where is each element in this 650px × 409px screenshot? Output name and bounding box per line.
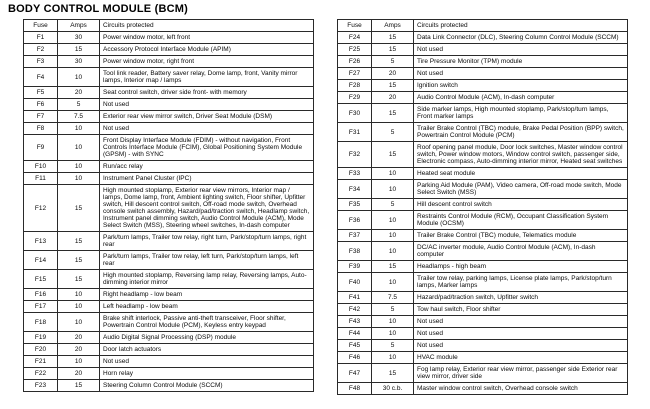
fuse-cell: F14 (24, 251, 58, 270)
fuse-cell: F8 (24, 123, 58, 135)
table-row (338, 211, 628, 230)
fuse-cell: F33 (338, 168, 372, 180)
circuits-cell: Park/turn lamps, Trailer tow relay, right turn, Park/stop/turn lamps, right rear (100, 232, 314, 251)
fuse-cell: F1 (24, 32, 58, 44)
fuse-cell: F17 (24, 301, 58, 313)
circuits-cell: Trailer Brake Control (TBC) module, Brake Pedal Position (BPP) switch, Powertrain Control Module (PCM) (414, 123, 628, 142)
table-row (24, 344, 314, 356)
table-row (24, 44, 314, 56)
page-title: BODY CONTROL MODULE (BCM) (8, 3, 188, 15)
fuse-cell: F30 (338, 104, 372, 123)
fuse-table-left (23, 19, 314, 392)
fuse-cell: F5 (24, 87, 58, 99)
amps-cell: 15 (372, 364, 414, 383)
table-row (338, 328, 628, 340)
circuits-column-header: Circuits protected (100, 20, 314, 32)
fuse-cell: F32 (338, 142, 372, 168)
amps-cell: 10 (372, 328, 414, 340)
amps-cell: 30 (58, 56, 100, 68)
amps-cell: 20 (372, 68, 414, 80)
table-row (24, 332, 314, 344)
fuse-cell: F7 (24, 111, 58, 123)
fuse-cell: F16 (24, 289, 58, 301)
table-row (24, 32, 314, 44)
amps-cell: 5 (58, 99, 100, 111)
fuse-cell: F35 (338, 199, 372, 211)
fuse-cell: F13 (24, 232, 58, 251)
amps-cell: 10 (58, 301, 100, 313)
table-row (24, 289, 314, 301)
table-row (338, 123, 628, 142)
table-header-row (24, 20, 314, 32)
amps-cell: 5 (372, 199, 414, 211)
circuits-cell: Park/turn lamps, Trailer tow relay, left turn, Park/stop/turn lamps, left rear (100, 251, 314, 270)
table-row (24, 161, 314, 173)
circuits-cell: Trailer Brake Control (TBC) module, Telematics module (414, 230, 628, 242)
circuits-cell: Seat control switch, driver side front- with memory (100, 87, 314, 99)
amps-cell: 20 (58, 332, 100, 344)
circuits-cell: Audio Digital Signal Processing (DSP) module (100, 332, 314, 344)
amps-column-header: Amps (58, 20, 100, 32)
fuse-cell: F20 (24, 344, 58, 356)
circuits-cell: Hazard/pad/traction switch, Upfitter switch (414, 292, 628, 304)
circuits-cell: Accessory Protocol Interface Module (APIM) (100, 44, 314, 56)
amps-cell: 10 (58, 161, 100, 173)
fuse-cell: F6 (24, 99, 58, 111)
amps-column-header: Amps (372, 20, 414, 32)
amps-cell: 20 (372, 92, 414, 104)
table-row (24, 185, 314, 232)
table-row (338, 104, 628, 123)
fuse-cell: F47 (338, 364, 372, 383)
fuse-cell: F39 (338, 261, 372, 273)
fuse-cell: F23 (24, 380, 58, 392)
table-row (24, 68, 314, 87)
fuse-cell: F41 (338, 292, 372, 304)
amps-cell: 10 (58, 173, 100, 185)
fuse-cell: F15 (24, 270, 58, 289)
circuits-cell: Tool link reader, Battery saver relay, Dome lamp, front, Vanity mirror lamps, Interior map / lamps (100, 68, 314, 87)
fuse-cell: F29 (338, 92, 372, 104)
circuits-cell: Hill descent control switch (414, 199, 628, 211)
fuse-cell: F22 (24, 368, 58, 380)
amps-cell: 15 (372, 104, 414, 123)
table-row (24, 313, 314, 332)
fuse-cell: F18 (24, 313, 58, 332)
fuse-cell: F25 (338, 44, 372, 56)
circuits-cell: Tire Pressure Monitor (TPM) module (414, 56, 628, 68)
amps-cell: 15 (372, 44, 414, 56)
fuse-column-header: Fuse (24, 20, 58, 32)
circuits-cell: Not used (100, 356, 314, 368)
amps-cell: 20 (58, 368, 100, 380)
amps-cell: 5 (372, 56, 414, 68)
amps-cell: 10 (372, 316, 414, 328)
circuits-cell: Parking Aid Module (PAM), Video camera, Off-road mode switch, Mode Select Switch (MSS) (414, 180, 628, 199)
fuse-cell: F3 (24, 56, 58, 68)
circuits-cell: Power window motor, right front (100, 56, 314, 68)
table-row (338, 68, 628, 80)
fuse-cell: F11 (24, 173, 58, 185)
circuits-cell: Tow haul switch, Floor shifter (414, 304, 628, 316)
table-row (338, 316, 628, 328)
circuits-cell: Not used (100, 99, 314, 111)
circuits-cell: HVAC module (414, 352, 628, 364)
amps-cell: 15 (372, 80, 414, 92)
fuse-cell: F31 (338, 123, 372, 142)
fuse-cell: F21 (24, 356, 58, 368)
table-row (338, 242, 628, 261)
fuse-cell: F24 (338, 32, 372, 44)
circuits-cell: Roof opening panel module, Door lock switches, Master window control switch, Power window motors, Window control switch, passenger side, Electronic compass, Auto-dimming interior mirror, Heated seat switches (414, 142, 628, 168)
table-row (24, 99, 314, 111)
fuse-cell: F42 (338, 304, 372, 316)
table-row (338, 142, 628, 168)
fuse-cell: F28 (338, 80, 372, 92)
fuse-cell: F43 (338, 316, 372, 328)
amps-cell: 10 (58, 289, 100, 301)
table-header-row (338, 20, 628, 32)
amps-cell: 5 (372, 123, 414, 142)
circuits-cell: Left headlamp - low beam (100, 301, 314, 313)
amps-cell: 15 (58, 232, 100, 251)
table-row (24, 87, 314, 99)
amps-cell: 10 (372, 352, 414, 364)
fuse-cell: F44 (338, 328, 372, 340)
table-row (24, 232, 314, 251)
fuse-tables-container (0, 19, 650, 395)
fuse-cell: F4 (24, 68, 58, 87)
amps-cell: 15 (58, 185, 100, 232)
amps-cell: 15 (58, 270, 100, 289)
circuits-cell: Power window motor, left front (100, 32, 314, 44)
circuits-cell: Headlamps - high beam (414, 261, 628, 273)
fuse-cell: F38 (338, 242, 372, 261)
circuits-cell: Heated seat module (414, 168, 628, 180)
circuits-cell: Not used (100, 123, 314, 135)
amps-cell: 10 (372, 242, 414, 261)
fuse-cell: F12 (24, 185, 58, 232)
amps-cell: 10 (58, 123, 100, 135)
amps-cell: 15 (372, 261, 414, 273)
circuits-cell: Fog lamp relay, Exterior rear view mirror, passenger side Exterior rear view mirror, driver side (414, 364, 628, 383)
circuits-cell: Not used (414, 68, 628, 80)
table-row (24, 135, 314, 161)
table-row (338, 364, 628, 383)
amps-cell: 20 (58, 87, 100, 99)
fuse-cell: F2 (24, 44, 58, 56)
amps-cell: 5 (372, 340, 414, 352)
table-row (24, 270, 314, 289)
circuits-cell: Audio Control Module (ACM), In-dash computer (414, 92, 628, 104)
circuits-column-header: Circuits protected (414, 20, 628, 32)
circuits-cell: Data Link Connector (DLC), Steering Column Control Module (SCCM) (414, 32, 628, 44)
circuits-cell: Steering Column Control Module (SCCM) (100, 380, 314, 392)
table-row (338, 304, 628, 316)
table-row (24, 251, 314, 270)
table-row (338, 56, 628, 68)
circuits-cell: Not used (414, 340, 628, 352)
amps-cell: 15 (58, 251, 100, 270)
amps-cell: 10 (58, 356, 100, 368)
fuse-table-right (337, 19, 628, 395)
circuits-cell: Brake shift interlock, Passive anti-theft transceiver, Floor shifter, Powertrain Control Module (PCM), Keyless entry keypad (100, 313, 314, 332)
table-row (338, 168, 628, 180)
table-row (338, 340, 628, 352)
fuse-cell: F26 (338, 56, 372, 68)
table-row (338, 92, 628, 104)
fuse-cell: F27 (338, 68, 372, 80)
amps-cell: 20 (58, 344, 100, 356)
circuits-cell: Master window control switch, Overhead console switch (414, 383, 628, 395)
table-row (338, 80, 628, 92)
table-row (338, 261, 628, 273)
amps-cell: 10 (372, 180, 414, 199)
amps-cell: 15 (372, 142, 414, 168)
fuse-cell: F37 (338, 230, 372, 242)
amps-cell: 15 (58, 380, 100, 392)
circuits-cell: Ignition switch (414, 80, 628, 92)
circuits-cell: High mounted stoplamp, Exterior rear view mirrors, Interior map / lamps, Dome lamp, front, Ambient lighting switch, Floor shifter, Upfitter switch, Hill descent control switch, Off-road mode switch, Overhead console switch assembly, Hazard/pad/traction switch, Headlamp switch, Instrument panel dimming switch, Audio Control Module (ACM), Mode Select Switch (MSS), Steering wheel switches, In-dash computer (100, 185, 314, 232)
fuse-cell: F19 (24, 332, 58, 344)
fuse-cell: F36 (338, 211, 372, 230)
table-row (338, 230, 628, 242)
circuits-cell: Horn relay (100, 368, 314, 380)
table-row (338, 199, 628, 211)
circuits-cell: Restraints Control Module (RCM), Occupant Classification System Module (OCSM) (414, 211, 628, 230)
circuits-cell: Side marker lamps, High mounted stoplamp, Park/stop/turn lamps, Front marker lamps (414, 104, 628, 123)
table-row (24, 356, 314, 368)
table-row (24, 173, 314, 185)
table-row (338, 32, 628, 44)
table-row (338, 383, 628, 395)
table-row (338, 292, 628, 304)
table-row (24, 56, 314, 68)
fuse-cell: F10 (24, 161, 58, 173)
amps-cell: 10 (58, 313, 100, 332)
amps-cell: 10 (58, 135, 100, 161)
fuse-cell: F9 (24, 135, 58, 161)
fuse-cell: F45 (338, 340, 372, 352)
fuse-cell: F46 (338, 352, 372, 364)
circuits-cell: Not used (414, 44, 628, 56)
circuits-cell: High mounted stoplamp, Reversing lamp relay, Reversing lamps, Auto-dimming interior mirror (100, 270, 314, 289)
circuits-cell: DC/AC inverter module, Audio Control Module (ACM), In-dash computer (414, 242, 628, 261)
circuits-cell: Run/acc relay (100, 161, 314, 173)
table-row (338, 352, 628, 364)
amps-cell: 15 (58, 44, 100, 56)
table-row (338, 273, 628, 292)
amps-cell: 10 (372, 168, 414, 180)
fuse-cell: F34 (338, 180, 372, 199)
table-row (24, 301, 314, 313)
fuse-column-header: Fuse (338, 20, 372, 32)
amps-cell: 7.5 (58, 111, 100, 123)
table-row (24, 111, 314, 123)
table-row (338, 180, 628, 199)
table-row (24, 368, 314, 380)
circuits-cell: Right headlamp - low beam (100, 289, 314, 301)
amps-cell: 10 (372, 211, 414, 230)
circuits-cell: Not used (414, 328, 628, 340)
circuits-cell: Exterior rear view mirror switch, Driver Seat Module (DSM) (100, 111, 314, 123)
circuits-cell: Front Display Interface Module (FDIM) - without navigation, Front Controls Interface Module (FCIM), Global Positioning System Module (GPSM) - with SYNC (100, 135, 314, 161)
fuse-cell: F40 (338, 273, 372, 292)
amps-cell: 7.5 (372, 292, 414, 304)
circuits-cell: Not used (414, 316, 628, 328)
table-row (24, 123, 314, 135)
amps-cell: 10 (372, 230, 414, 242)
amps-cell: 30 (58, 32, 100, 44)
amps-cell: 5 (372, 304, 414, 316)
fuse-cell: F48 (338, 383, 372, 395)
circuits-cell: Instrument Panel Cluster (IPC) (100, 173, 314, 185)
circuits-cell: Trailer tow relay, parking lamps, License plate lamps, Park/stop/turn lamps, Marker lamps (414, 273, 628, 292)
circuits-cell: Door latch actuators (100, 344, 314, 356)
amps-cell: 15 (372, 32, 414, 44)
amps-cell: 10 (372, 273, 414, 292)
table-row (24, 380, 314, 392)
table-row (338, 44, 628, 56)
amps-cell: 10 (58, 68, 100, 87)
amps-cell: 30 c.b. (372, 383, 414, 395)
